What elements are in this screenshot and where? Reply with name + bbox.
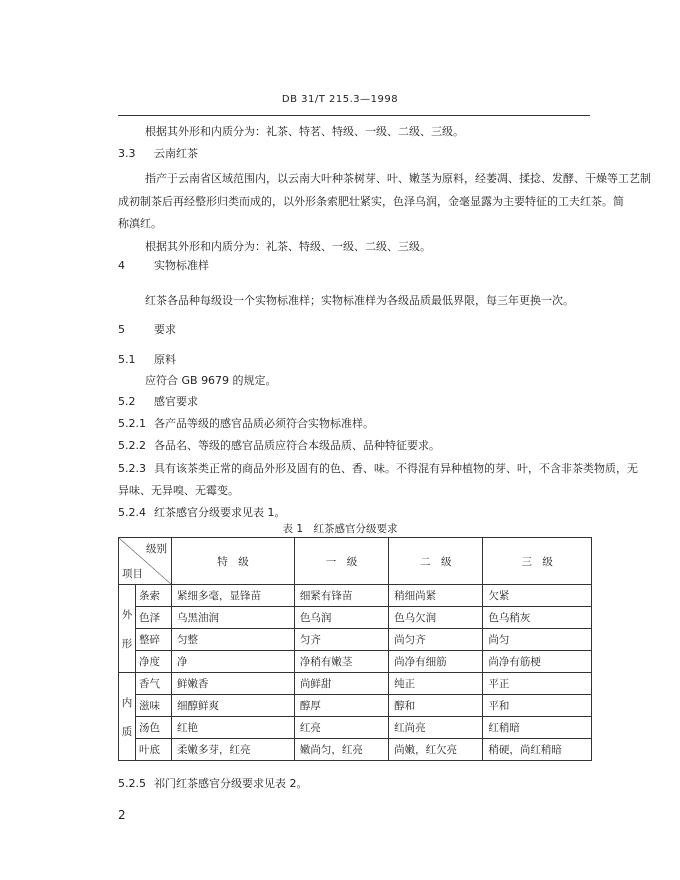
table-cell: 欠紧 (483, 585, 592, 607)
clause-number: 5.2.5 (118, 777, 146, 790)
section-number: 5 (118, 323, 125, 336)
grading-table (118, 537, 592, 761)
table-cell: 色乌稍灰 (483, 607, 592, 629)
group-label-char: 外 (121, 608, 133, 621)
section-heading-5 (118, 321, 176, 337)
table-cell: 尚净有筋梗 (483, 651, 592, 673)
table-cell: 色乌欠润 (389, 607, 483, 629)
paragraph: 应符合 GB 9679 的规定。 (145, 374, 277, 387)
table-cell: 红稍暗 (483, 717, 592, 739)
clause-number: 5.2.1 (118, 417, 146, 430)
table-cell: 平正 (483, 673, 592, 695)
clause-5-2-3 (118, 460, 638, 476)
table-cell: 尚匀 (483, 629, 592, 651)
section-number: 5.1 (118, 353, 136, 366)
table-cell: 匀整 (172, 629, 295, 651)
item-label: 滋味 (136, 695, 172, 717)
paragraph: 异味、无异嗅、无霉变。 (118, 484, 239, 497)
clause-number: 5.2.4 (118, 506, 146, 519)
table-cell: 柔嫩多芽，红亮 (172, 739, 295, 761)
table-cell: 尚净有细筋 (389, 651, 483, 673)
table-row (119, 673, 592, 695)
table-cell: 细醇鲜爽 (172, 695, 295, 717)
table-row (119, 629, 592, 651)
clause-5-2-4 (118, 504, 286, 520)
header-rule (118, 115, 590, 116)
item-label: 净度 (136, 651, 172, 673)
item-label: 整碎 (136, 629, 172, 651)
item-label: 色泽 (136, 607, 172, 629)
column-header: 特 级 (172, 538, 295, 585)
table-caption: 表 1 红茶感官分级要求 (282, 523, 398, 535)
table-cell: 纯正 (389, 673, 483, 695)
table-cell: 平和 (483, 695, 592, 717)
section-title: 要求 (154, 323, 176, 336)
item-label: 条索 (136, 585, 172, 607)
table-cell: 净稍有嫩茎 (294, 651, 388, 673)
column-header: 二 级 (389, 538, 483, 585)
table-cell: 乌黑油润 (172, 607, 295, 629)
table-cell: 细紧有锋苗 (294, 585, 388, 607)
table-row (119, 585, 592, 607)
table-row (119, 607, 592, 629)
corner-label-item: 项目 (122, 568, 143, 580)
table-cell: 醇厚 (294, 695, 388, 717)
table-row (119, 717, 592, 739)
section-heading-3-3 (118, 145, 198, 161)
table-cell: 红艳 (172, 717, 295, 739)
clause-5-2-5 (118, 775, 308, 791)
clause-number: 5.2.2 (118, 439, 146, 452)
table-cell: 尚匀齐 (389, 629, 483, 651)
table-cell: 稍细尚紧 (389, 585, 483, 607)
section-heading-5-1 (118, 351, 176, 367)
table-cell: 尚鲜甜 (294, 673, 388, 695)
group-label-char: 内 (121, 696, 133, 709)
table-cell: 色乌润 (294, 607, 388, 629)
clause-5-2-2 (118, 437, 440, 453)
table-row (119, 651, 592, 673)
section-heading-4 (118, 257, 209, 273)
table-cell: 醇和 (389, 695, 483, 717)
table-cell: 稍硬，尚红稍暗 (483, 739, 592, 761)
section-number: 4 (118, 259, 125, 272)
clause-text: 具有该茶类正常的商品外形及固有的色、香、味。不得混有异种植物的芽、叶，不含非茶类物质，无 (154, 462, 638, 475)
table-cell: 尚嫩，红欠亮 (389, 739, 483, 761)
item-label: 香气 (136, 673, 172, 695)
item-label: 汤色 (136, 717, 172, 739)
section-number: 3.3 (118, 147, 136, 160)
paragraph: 成初制茶后再经整形归类而成的，以外形条索肥壮紧实，色泽乌润，金毫显露为主要特征的工夫红茶。简 (118, 195, 624, 208)
paragraph: 红茶各品种每级设一个实物标准样；实物标准样为各级品质最低界限，每三年更换一次。 (145, 294, 574, 307)
section-title: 原料 (154, 353, 176, 366)
group-label (119, 585, 136, 673)
table-cell: 鲜嫩香 (172, 673, 295, 695)
table-cell: 嫩尚匀，红亮 (294, 739, 388, 761)
group-label-char: 质 (121, 725, 133, 738)
clause-text: 红茶感官分级要求见表 1。 (154, 506, 286, 519)
item-label: 叶底 (136, 739, 172, 761)
paragraph: 称滇红。 (118, 217, 162, 230)
document-header: DB 31/T 215.3—1998 (281, 94, 399, 105)
section-heading-5-2 (118, 393, 198, 409)
column-header: 三 级 (483, 538, 592, 585)
clause-number: 5.2.3 (118, 462, 146, 475)
column-header: 一 级 (294, 538, 388, 585)
table-row (119, 739, 592, 761)
paragraph: 根据其外形和内质分为：礼茶、特茗、特级、一级、二级、三级。 (145, 125, 464, 138)
clause-text: 各产品等级的感官品质必须符合实物标准样。 (154, 417, 374, 430)
table-header-row (119, 538, 592, 585)
group-label-char: 形 (121, 637, 133, 650)
section-title: 实物标准样 (154, 259, 209, 272)
page-number: 2 (118, 808, 126, 822)
table-cell: 匀齐 (294, 629, 388, 651)
paragraph: 指产于云南省区域范围内，以云南大叶种茶树芽、叶、嫩茎为原料，经萎凋、揉捻、发酵、干燥等工艺制 (145, 172, 651, 185)
group-label (119, 673, 136, 761)
clause-text: 祁门红茶感官分级要求见表 2。 (154, 777, 308, 790)
clause-5-2-1 (118, 415, 374, 431)
section-number: 5.2 (118, 395, 136, 408)
table-row (119, 695, 592, 717)
table-cell: 红尚亮 (389, 717, 483, 739)
section-title: 云南红茶 (154, 147, 198, 160)
section-title: 感官要求 (154, 395, 198, 408)
table-cell: 紧细多毫，显锋苗 (172, 585, 295, 607)
clause-text: 各品名、等级的感官品质应符合本级品质、品种特征要求。 (154, 439, 440, 452)
corner-label-grade: 级别 (146, 543, 167, 555)
corner-cell (119, 538, 172, 585)
table-cell: 红亮 (294, 717, 388, 739)
table-cell: 净 (172, 651, 295, 673)
paragraph: 根据其外形和内质分为：礼茶、特级、一级、二级、三级。 (145, 240, 431, 253)
